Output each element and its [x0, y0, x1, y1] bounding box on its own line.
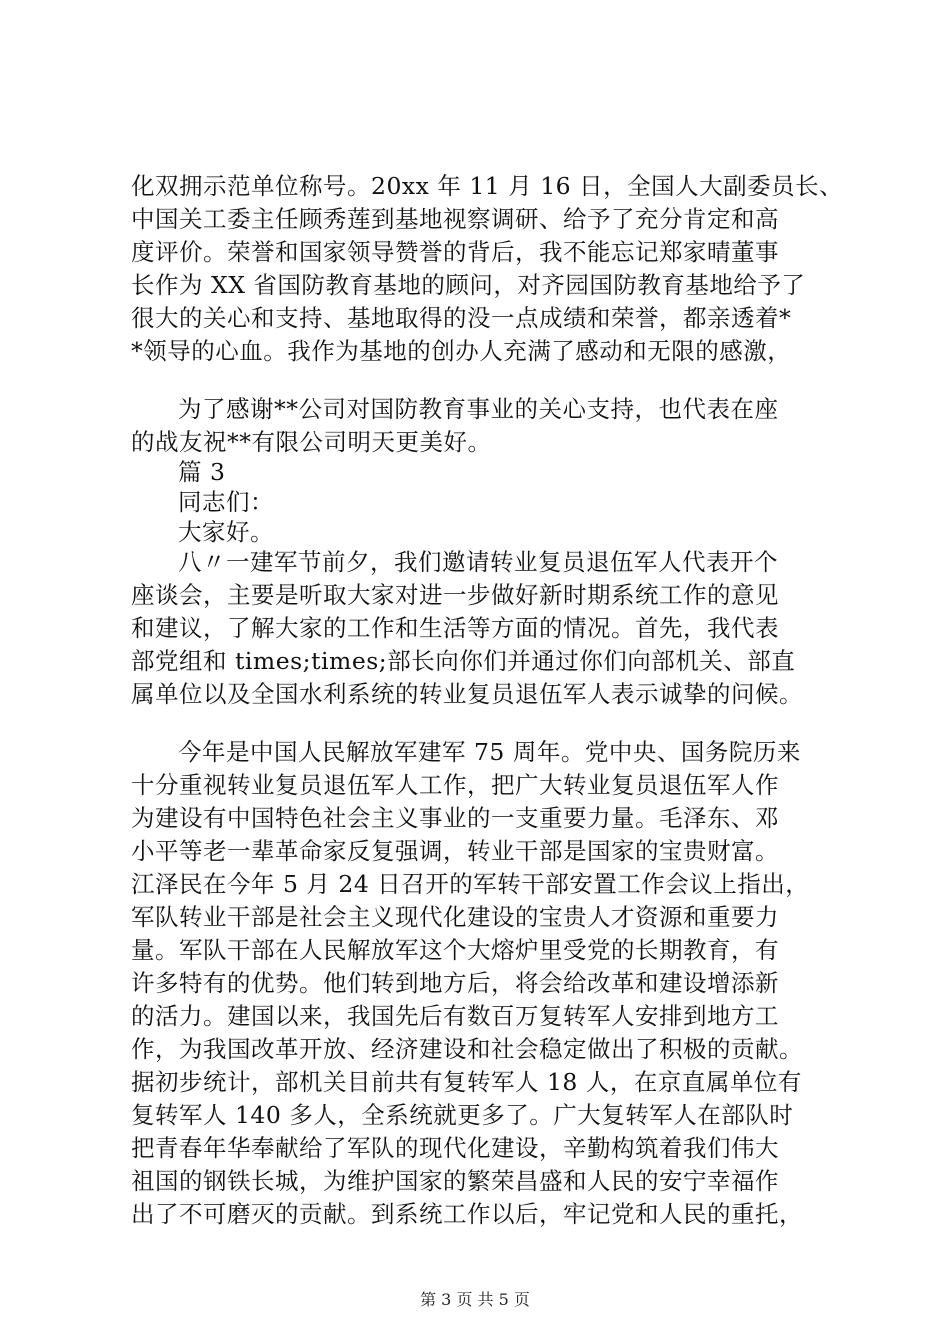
body-text-line: 十分重视转业复员退伍军人工作，把广大转业复员退伍军人作: [131, 771, 779, 799]
page-number-footer: 第 3 页 共 5 页: [420, 1290, 530, 1309]
body-text-line: 军队转业干部是社会主义现代化建设的宝贵人才资源和重要力: [131, 903, 779, 931]
body-text-line: 属单位以及全国水利系统的转业复员退伍军人表示诚挚的问候。: [131, 680, 803, 708]
body-text-line: 作，为我国改革开放、经济建设和社会稳定做出了积极的贡献。: [131, 1035, 803, 1063]
body-text-line: *领导的心血。我作为基地的创办人充满了感动和无限的感激，: [131, 337, 792, 365]
body-text-line: 长作为 XX 省国防教育基地的顾问，对齐园国防教育基地给予了: [131, 271, 806, 299]
section-heading: 篇 3: [178, 458, 226, 486]
body-text-line: 度评价。荣誉和国家领导赞誉的背后，我不能忘记郑家晴董事: [131, 238, 779, 266]
body-text-line: 八〃一建军节前夕，我们邀请转业复员退伍军人代表开个: [178, 548, 778, 576]
body-text-line: 化双拥示范单位称号。20xx 年 11 月 16 日，全国人大副委员长、: [131, 172, 844, 200]
body-text-line: 量。军队干部在人民解放军这个大熔炉里受党的长期教育，有: [131, 936, 779, 964]
body-text-line: 部党组和 times;times;部长向你们并通过你们向部机关、部直: [131, 647, 796, 675]
body-text-line: 复转军人 140 多人，全系统就更多了。广大复转军人在部队时: [131, 1101, 794, 1129]
body-text-line: 据初步统计，部机关目前共有复转军人 18 人，在京直属单位有: [131, 1068, 802, 1096]
body-text-line: 很大的关心和支持、基地取得的没一点成绩和荣誉，都亲透着*: [131, 304, 792, 332]
body-text-line: 的战友祝**有限公司明天更美好。: [131, 428, 492, 456]
body-text-line: 为了感谢**公司对国防教育事业的关心支持，也代表在座: [178, 395, 779, 423]
body-text-line: 把青春年华奉献给了军队的现代化建设，辛勤构筑着我们伟大: [131, 1134, 779, 1162]
body-text-line: 中国关工委主任顾秀莲到基地视察调研、给予了充分肯定和高: [131, 205, 779, 233]
body-text-line: 出了不可磨灭的贡献。到系统工作以后，牢记党和人民的重托，: [131, 1200, 803, 1228]
body-text-line: 为建设有中国特色社会主义事业的一支重要力量。毛泽东、邓: [131, 804, 779, 832]
greeting: 大家好。: [178, 518, 274, 546]
body-text-line: 的活力。建国以来，我国先后有数百万复转军人安排到地方工: [131, 1002, 779, 1030]
body-text-line: 江泽民在今年 5 月 24 日召开的军转干部安置工作会议上指出，: [131, 870, 810, 898]
body-text-line: 和建议，了解大家的工作和生活等方面的情况。首先，我代表: [131, 614, 779, 642]
body-text-line: 祖国的钢铁长城，为维护国家的繁荣昌盛和人民的安宁幸福作: [131, 1167, 779, 1195]
salutation: 同志们：: [178, 488, 274, 516]
body-text-line: 小平等老一辈革命家反复强调，转业干部是国家的宝贵财富。: [131, 837, 779, 865]
body-text-line: 座谈会，主要是听取大家对进一步做好新时期系统工作的意见: [131, 581, 779, 609]
body-text-line: 今年是中国人民解放军建军 75 周年。党中央、国务院历来: [178, 738, 801, 766]
body-text-line: 许多特有的优势。他们转到地方后，将会给改革和建设增添新: [131, 969, 779, 997]
